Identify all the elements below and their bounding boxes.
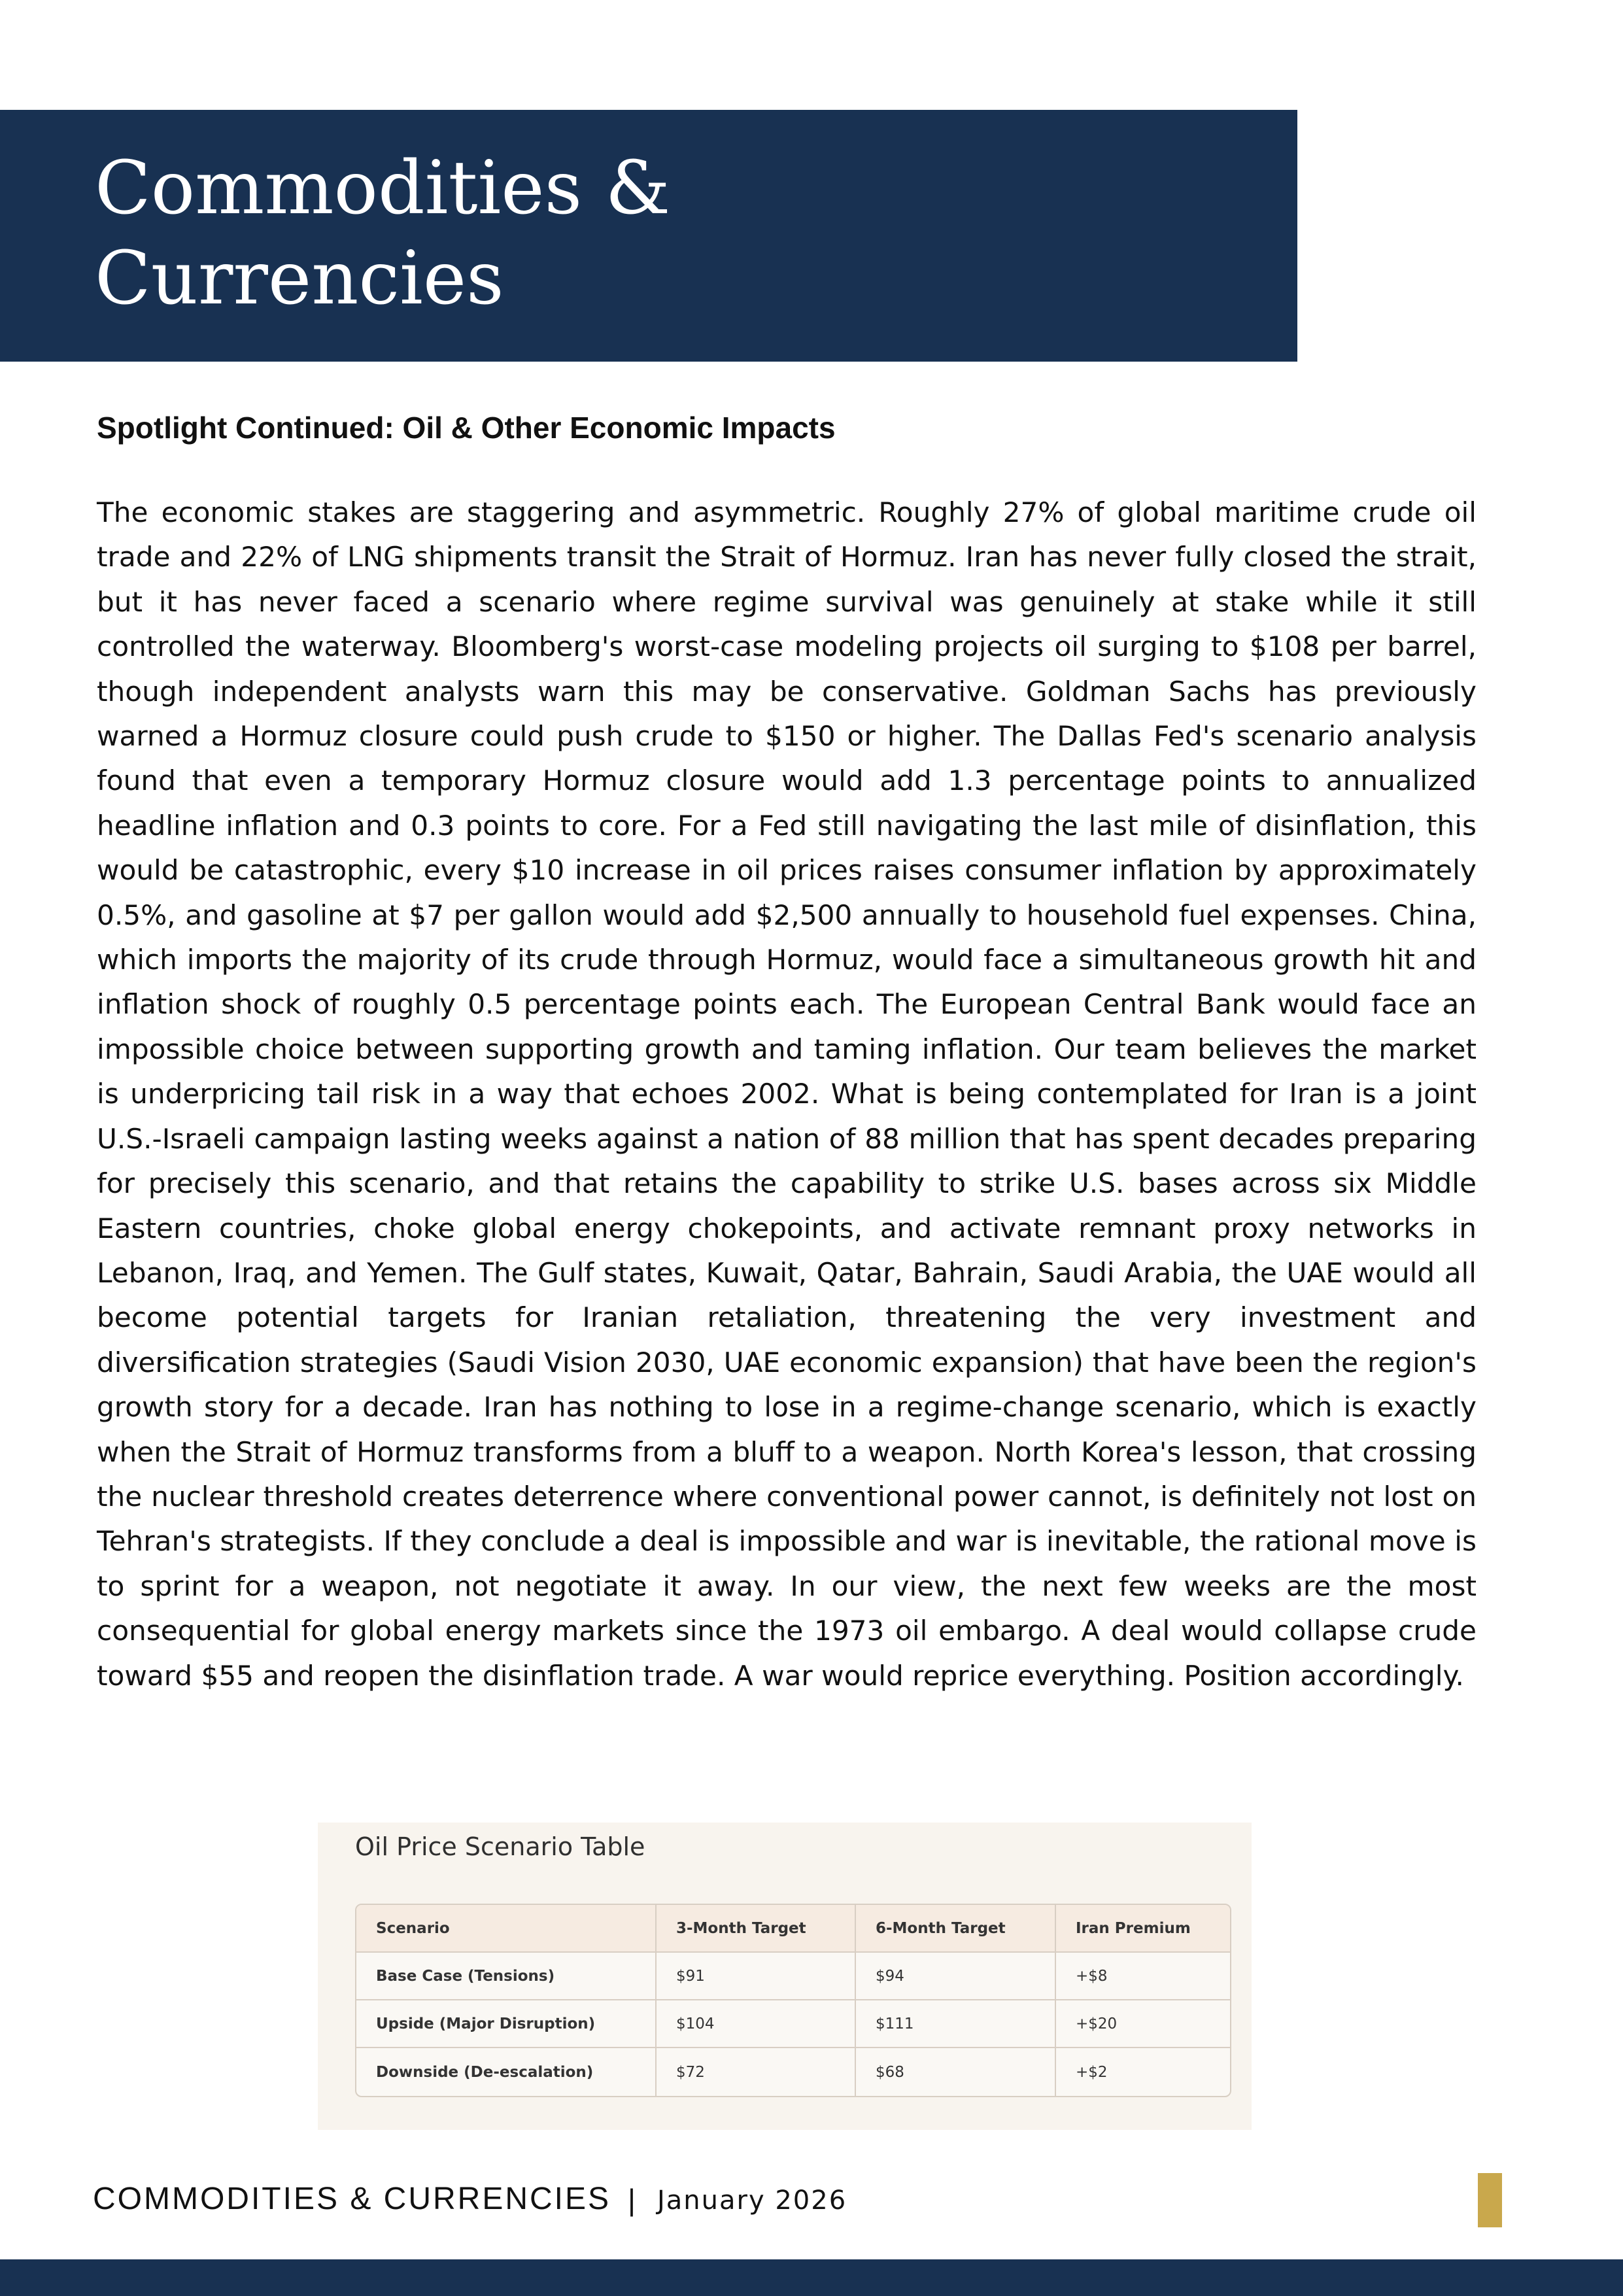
row-iran-premium: +$20 xyxy=(1056,2000,1230,2048)
page-title xyxy=(95,146,945,332)
row-scenario-label: Base Case (Tensions) xyxy=(356,1953,657,2000)
page-title-line-2: Currencies xyxy=(95,236,504,321)
body-paragraph: The economic stakes are staggering and asymmetric. Roughly 27% of global maritime crude oil trade and 22% of LNG shipments transit the Strait of Hormuz. Iran has never fully closed the strait, but it has never faced a scenario where regime survival was genuinely at stake while it still controlled the waterway. Bloomberg's worst-case modeling projects oil surging to $108 per barrel, though independent analysts warn this may be conservative. Goldman Sachs has previously warned a Hormuz closure could push crude to $150 or higher. The Dallas Fed's scenario analysis found that even a temporary Hormuz closure would add 1.3 percentage points to annualized headline inflation and 0.3 points to core. For a Fed still navigating the last mile of disinflation, this would be catastrophic, every $10 increase in oil prices raises consumer inflation by approximately 0.5%, and gasoline at $7 per gallon would add $2,500 annually to household fuel expenses. China, which imports the majority of its crude through Hormuz, would face a simultaneous growth hit and inflation shock of roughly 0.5 percentage points each. The European Central Bank would face an impossible choice between supporting growth and taming inflation. Our team believes the market is underpricing tail risk in a way that echoes 2002. What is being contemplated for Iran is a joint U.S.-Israeli campaign lasting weeks against a nation of 88 million that has spent decades preparing for precisely this scenario, and that retains the capability to strike U.S. bases across six Middle Eastern countries, choke global energy chokepoints, and activate remnant proxy networks in Lebanon, Iraq, and Yemen. The Gulf states, Kuwait, Qatar, Bahrain, Saudi Arabia, the UAE would all become potential targets for Iranian retaliation, threatening the very investment and diversification strategies (Saudi Vision 2030, UAE economic expansion) that have been the region's growth story for a decade. Iran has nothing to lose in a regime-change scenario, which is exactly when the Strait of Hormuz transforms from a bluff to a weapon. North Korea's lesson, that crossing the nuclear threshold creates deterrence where conventional power cannot, is definitely not lost on Tehran's strategists. If they conclude a deal is impossible and war is inevitable, the rational move is to sprint for a weapon, not negotiate it away. In our view, the next few weeks are the most consequential for global energy markets since the 1973 oil embargo. A deal would collapse crude toward $55 and reopen the disinflation trade. A war would reprice everything. Position accordingly. xyxy=(97,496,1477,1692)
gold-page-marker xyxy=(1478,2173,1502,2227)
oil-price-scenario-table xyxy=(355,1904,1231,2097)
table-header-row xyxy=(356,1905,1230,1953)
row-6-month-target: $94 xyxy=(856,1953,1056,2000)
oil-price-scenario-panel xyxy=(318,1823,1252,2130)
header-cell-scenario: Scenario xyxy=(356,1905,657,1953)
page-title-line-1: Commodities & xyxy=(95,146,671,231)
row-iran-premium: +$8 xyxy=(1056,1953,1230,2000)
table-row xyxy=(356,2000,1230,2048)
table-row xyxy=(356,2048,1230,2096)
row-6-month-target: $68 xyxy=(856,2048,1056,2096)
footer-publication-label: COMMODITIES & CURRENCIES xyxy=(93,2182,611,2216)
header-cell-6-month-target: 6-Month Target xyxy=(856,1905,1056,1953)
row-iran-premium: +$2 xyxy=(1076,2063,1108,2081)
footer-bar xyxy=(0,2259,1623,2296)
row-scenario-label: Downside (De-escalation) xyxy=(356,2048,657,2096)
footer-separator: | xyxy=(628,2183,636,2217)
row-3-month-target: $104 xyxy=(657,2000,856,2048)
section-heading: Spotlight Continued: Oil & Other Economic Impacts xyxy=(97,411,836,445)
row-scenario-label: Upside (Major Disruption) xyxy=(356,2000,657,2048)
table-row xyxy=(356,1953,1230,2000)
row-6-month-target: $111 xyxy=(856,2000,1056,2048)
header-cell-iran-premium: Iran Premium xyxy=(1056,1905,1230,1953)
row-3-month-target: $72 xyxy=(657,2048,856,2096)
footer-date: January 2026 xyxy=(657,2185,847,2216)
table-title: Oil Price Scenario Table xyxy=(355,1832,645,1861)
header-cell-3-month-target: 3-Month Target xyxy=(657,1905,856,1953)
row-3-month-target: $91 xyxy=(657,1953,856,2000)
